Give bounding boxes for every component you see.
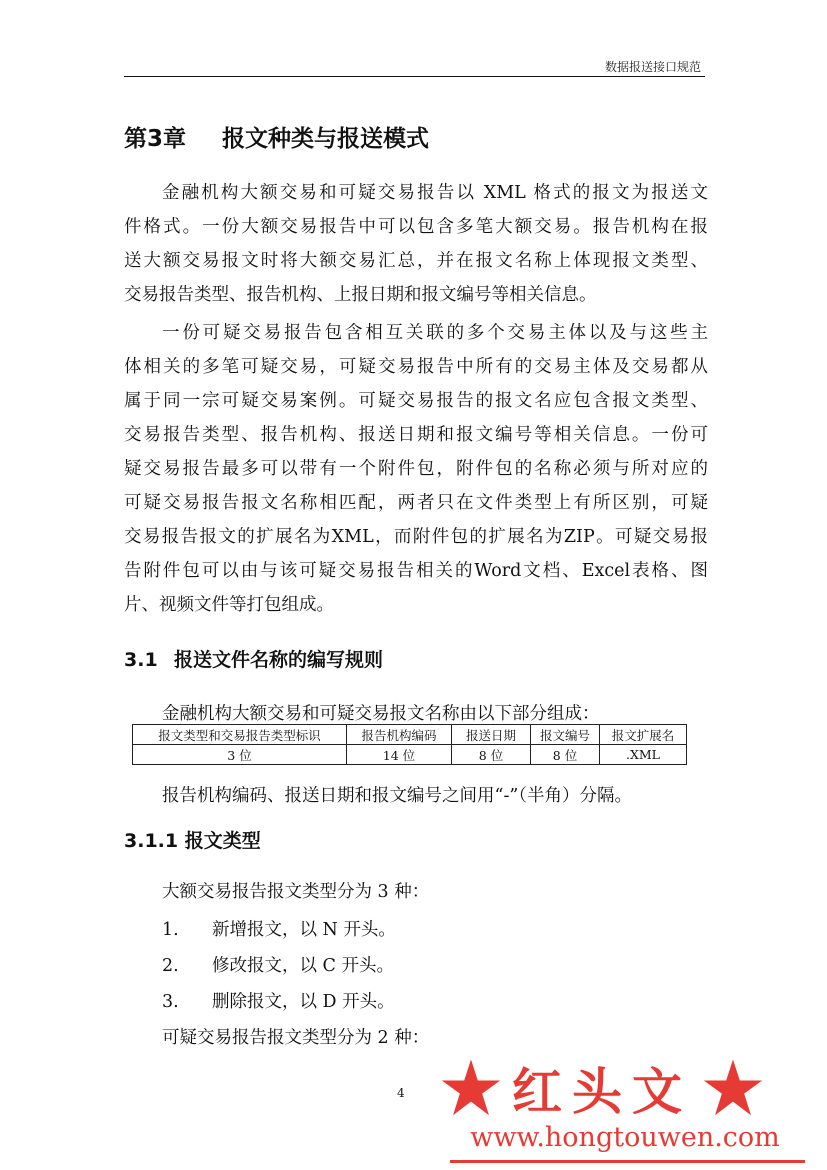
watermark-text: 红头文 xyxy=(512,1062,692,1121)
table-cell: 14 位 xyxy=(347,745,452,765)
section-number: 3.1 xyxy=(124,649,158,671)
table-header-cell: 报告机构编码 xyxy=(347,725,452,745)
paragraph-line: 交易报告报文的扩展名为XML，而附件包的扩展名为ZIP。可疑交易报 xyxy=(124,527,708,547)
table-cell: 8 位 xyxy=(452,745,531,765)
table-header-cell: 报送日期 xyxy=(452,725,531,745)
paragraph-line: 交易报告类型、报告机构、报送日期和报文编号等相关信息。一份可 xyxy=(124,425,708,445)
section-heading xyxy=(124,645,383,672)
list-item-text: 修改报文，以 C 开头。 xyxy=(212,956,395,976)
list-item xyxy=(162,988,395,1013)
star-icon xyxy=(440,1057,502,1119)
chapter-heading xyxy=(124,120,724,153)
list-item-number: 1. xyxy=(162,920,179,940)
list-item xyxy=(162,916,396,941)
running-header: 数据报送接口规范 xyxy=(604,60,701,74)
table-row xyxy=(133,745,687,765)
paragraph-line: 告附件包可以由与该可疑交易报告相关的Word文档、Excel表格、图 xyxy=(124,561,708,581)
section-title: 报送文件名称的编写规则 xyxy=(174,649,384,671)
paragraph-line: 疑交易报告最多可以带有一个附件包，附件包的名称必须与所对应的 xyxy=(124,459,708,479)
paragraph-line: 片、视频文件等打包组成。 xyxy=(124,595,334,615)
paragraph-line: 属于同一宗可疑交易案例。可疑交易报告的报文名应包含报文类型、 xyxy=(124,391,708,411)
large-types-intro: 大额交易报告报文类型分为 3 种： xyxy=(162,882,430,902)
page-number: 4 xyxy=(397,1086,405,1100)
paragraph-line: 可疑交易报告报文名称相匹配，两者只在文件类型上有所区别，可疑 xyxy=(124,493,708,513)
table-header-cell: 报文类型和交易报告类型标识 xyxy=(133,725,347,745)
list-item-number: 2. xyxy=(162,956,179,976)
paragraph-line: 一份可疑交易报告包含相互关联的多个交易主体以及与这些主 xyxy=(162,323,708,343)
table-cell: .XML xyxy=(600,745,687,765)
list-item-text: 新增报文，以 N 开头。 xyxy=(212,920,396,940)
filename-parts-table xyxy=(132,724,687,765)
separator-note: 报告机构编码、报送日期和报文编号之间用“-”（半角）分隔。 xyxy=(162,786,633,806)
chapter-number: 第3章 xyxy=(124,126,187,152)
watermark-underline xyxy=(450,1160,805,1163)
chapter-title: 报文种类与报送模式 xyxy=(222,126,430,152)
table-header-cell: 报文扩展名 xyxy=(600,725,687,745)
paragraph-line: 交易报告类型、报告机构、上报日期和报文编号等相关信息。 xyxy=(124,285,597,305)
table-header-row xyxy=(133,725,687,745)
star-icon xyxy=(702,1057,764,1119)
list-item-text: 删除报文，以 D 开头。 xyxy=(212,992,395,1012)
paragraph-line: 送大额交易报文时将大额交易汇总，并在报文名称上体现报文类型、 xyxy=(124,251,708,271)
table-header-cell: 报文编号 xyxy=(531,725,600,745)
list-item xyxy=(162,952,394,977)
paragraph-line: 金融机构大额交易和可疑交易报告以 XML 格式的报文为报送文 xyxy=(162,183,708,203)
watermark-url: www.hongtouwen.com xyxy=(470,1122,780,1153)
watermark xyxy=(440,1052,820,1170)
table-cell: 3 位 xyxy=(133,745,347,765)
paragraph-line: 件格式。一份大额交易报告中可以包含多笔大额交易。报告机构在报 xyxy=(124,217,708,237)
suspicious-types-intro: 可疑交易报告报文类型分为 2 种： xyxy=(162,1028,430,1048)
header-rule xyxy=(124,76,705,77)
table-intro: 金融机构大额交易和可疑交易报文名称由以下部分组成： xyxy=(162,704,600,724)
list-item-number: 3. xyxy=(162,992,179,1012)
paragraph-line: 体相关的多笔可疑交易，可疑交易报告中所有的交易主体及交易都从 xyxy=(124,357,708,377)
subsection-heading: 3.1.1 报文类型 xyxy=(124,830,261,852)
table-cell: 8 位 xyxy=(531,745,600,765)
